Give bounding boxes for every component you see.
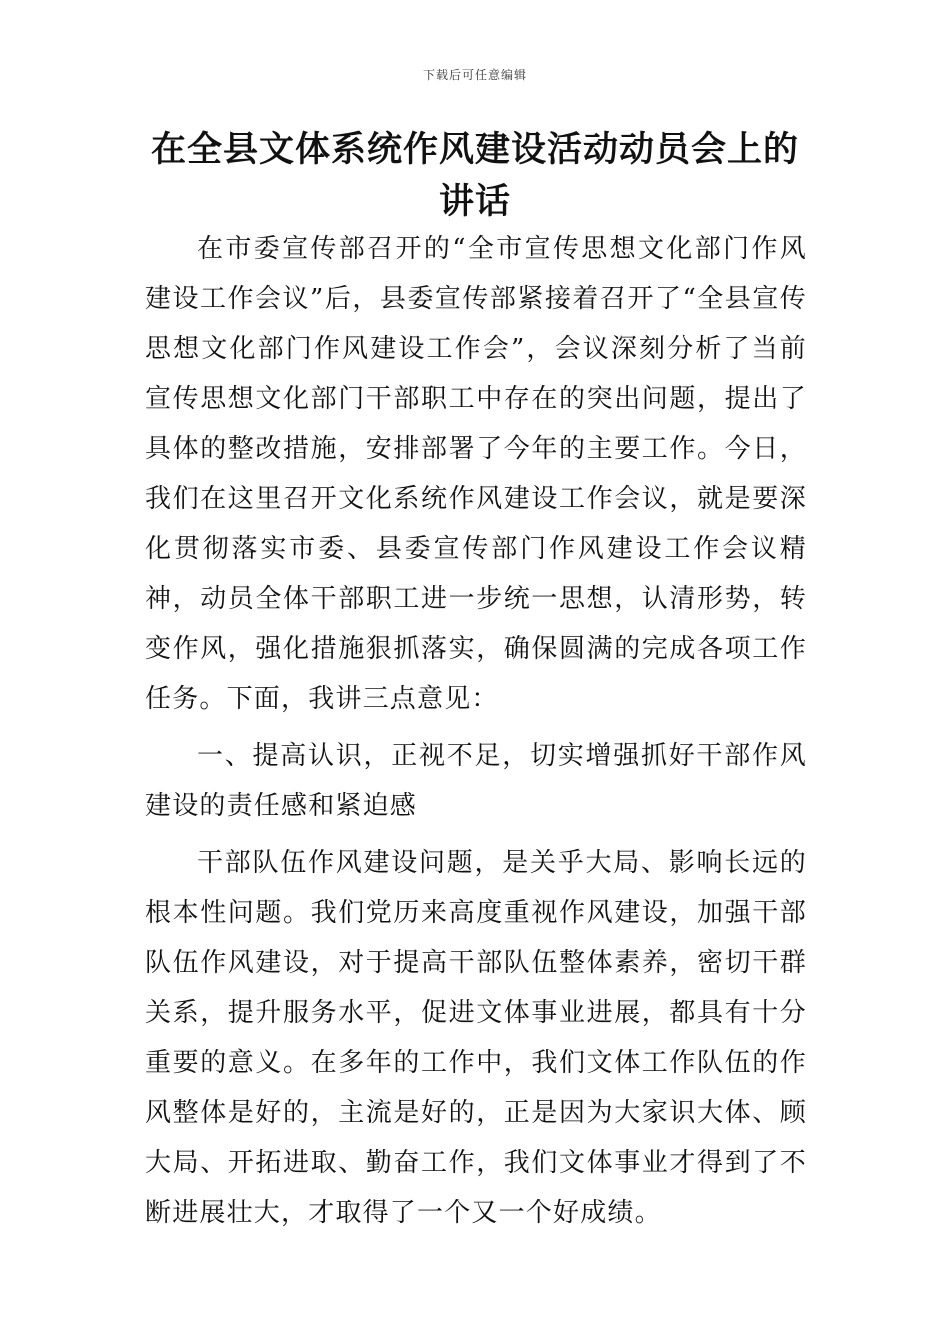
paragraph-section-1: 干部队伍作风建设问题，是关乎大局、影响长远的根本性问题。我们党历来高度重视作风建设，加强干部队伍作风建设，对于提高干部队伍整体素养，密切干群关系，提升服务水平，促进文体事业进展，都具有十分重要的意义。在多年的工作中，我们文体工作队伍的作风整体是好的，主流是好的，正是因为大家识大体、顾大局、开拓进取、勤奋工作，我们文体事业才得到了不断进展壮大，才取得了一个又一个好成绩。 [145, 848, 807, 1228]
section-heading-1: 一、提高认识，正视不足，切实增强抓好干部作风建设的责任感和紧迫感 [145, 741, 807, 821]
paragraph-intro: 在市委宣传部召开的“全市宣传思想文化部门作风建设工作会议”后，县委宣传部紧接着召开了“全县宣传思想文化部门作风建设工作会”，会议深刻分析了当前宣传思想文化部门干部职工中存在的突出问题，提出了具体的整改措施，安排部署了今年的主要工作。今日，我们在这里召开文化系统作风建设工作会议，就是要深化贯彻落实市委、县委宣传部门作风建设工作会议精神，动员全体干部职工进一步统一思想，认清形势，转变作风，强化措施狠抓落实，确保圆满的完成各项工作任务。下面，我讲三点意见： [145, 234, 807, 714]
document-title: 在全县文体系统作风建设活动动员会上的讲话 [150, 130, 799, 222]
header-note: 下载后可任意编辑 [422, 68, 527, 82]
document-body [145, 224, 807, 1245]
